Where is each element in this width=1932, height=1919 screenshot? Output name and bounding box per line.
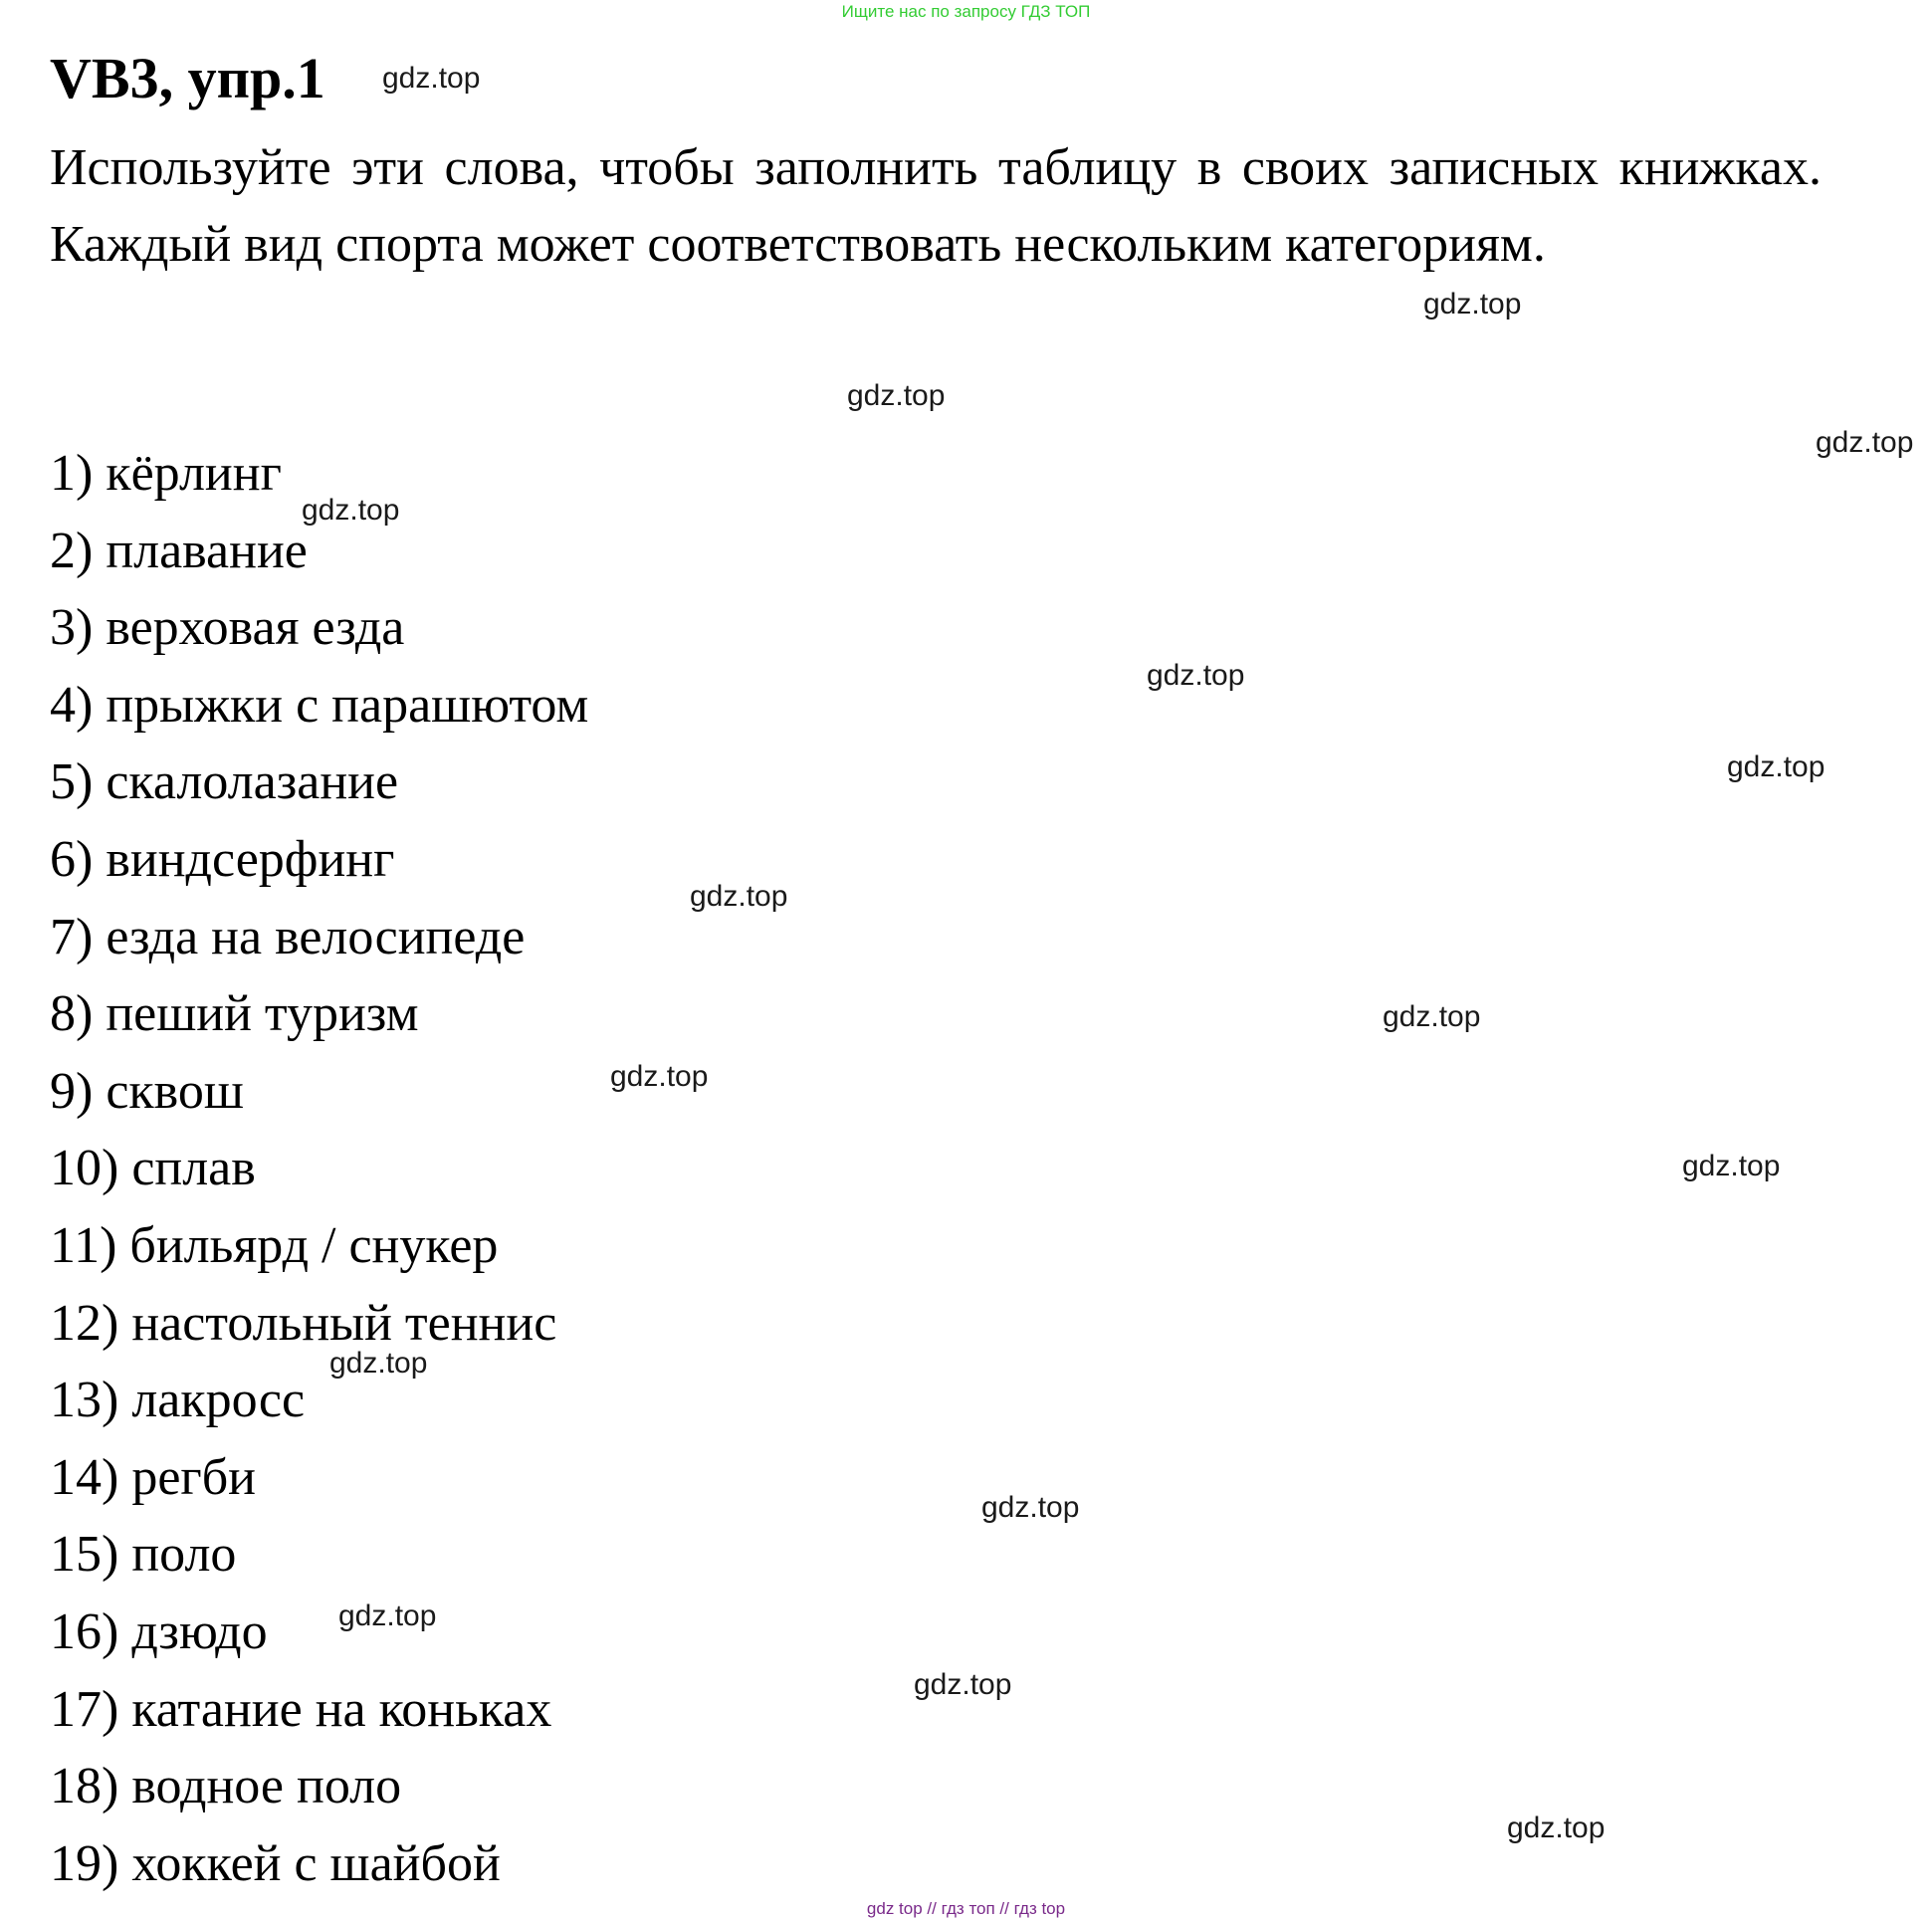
watermark: gdz.top: [338, 1599, 437, 1632]
watermark: gdz.top: [610, 1060, 709, 1093]
watermark: gdz.top: [847, 379, 946, 412]
list-item: 6) виндсерфинг: [50, 830, 395, 888]
list-item: 2) плавание: [50, 522, 308, 579]
instruction-text: Используйте эти слова, чтобы заполнить таблицу в своих записных книжках. Каждый вид спорта может соответствовать нескольким категориям.: [50, 139, 1822, 273]
watermark: gdz.top: [1682, 1150, 1781, 1182]
list-item: 12) настольный теннис: [50, 1294, 557, 1352]
watermark: gdz.top: [1147, 659, 1245, 692]
watermark: gdz.top: [1383, 1000, 1481, 1033]
watermark: gdz.top: [690, 880, 788, 913]
watermark: gdz.top: [981, 1491, 1080, 1524]
watermark: gdz.top: [382, 62, 481, 95]
footer-links: gdz top // гдз топ // гдз top: [866, 1899, 1066, 1918]
list-item: 3) верховая езда: [50, 599, 405, 657]
list-item: 7) езда на велосипеде: [50, 908, 526, 965]
list-item: 4) прыжки с парашютом: [50, 676, 589, 734]
list-item: 17) катание на коньках: [50, 1680, 552, 1738]
watermark: gdz.top: [1423, 288, 1522, 320]
list-item: 18) водное поло: [50, 1758, 402, 1815]
watermark: gdz.top: [329, 1347, 428, 1380]
watermark: gdz.top: [1727, 750, 1825, 783]
list-item: 13) лакросс: [50, 1372, 306, 1429]
watermark: gdz.top: [1816, 426, 1914, 459]
list-item: 15) поло: [50, 1526, 237, 1584]
watermark: gdz.top: [914, 1668, 1012, 1701]
top-banner: Ищите нас по запросу ГДЗ ТОП: [841, 2, 1091, 21]
list-item: 8) пеший туризм: [50, 985, 419, 1043]
list-item: 1) кёрлинг: [50, 445, 282, 502]
list-item: 11) бильярд / снукер: [50, 1216, 499, 1274]
list-item: 14) регби: [50, 1448, 257, 1506]
watermark: gdz.top: [1507, 1812, 1606, 1844]
list-item: 19) хоккей с шайбой: [50, 1834, 501, 1892]
exercise-title: VB3, упр.1: [50, 46, 325, 110]
watermark: gdz.top: [302, 494, 400, 527]
list-item: 16) дзюдо: [50, 1602, 268, 1660]
list-item: 10) сплав: [50, 1140, 256, 1197]
sports-list: [50, 435, 588, 1902]
list-item: 5) скалолазание: [50, 753, 399, 811]
list-item: 9) сквош: [50, 1062, 244, 1120]
